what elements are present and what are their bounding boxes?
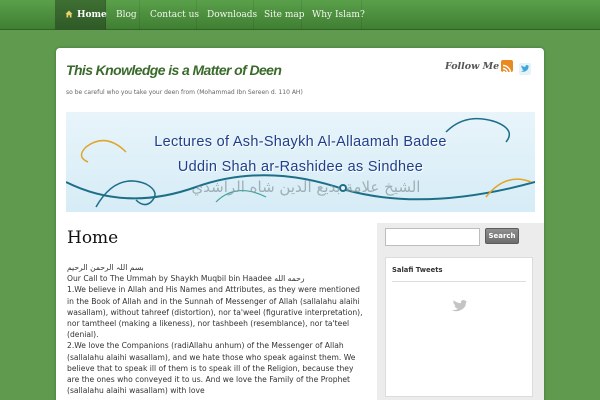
follow-me-label: Follow Me [445, 61, 500, 72]
site-title[interactable]: This Knowledge is a Matter of Deen [66, 62, 282, 78]
nav-item-contact[interactable]: Contact us [140, 0, 197, 30]
point-2-text: 2.We love the Companions (radiAllahu anhum) of the Messenger of Allah (sallalahu alaihi wasallam), and we hate those who speak against them. We believe that to speak ill of them is to speak ill of the Religion, because they are the ones who conveyed it to us. And we love the Family of the Prophet (sallalahu alaihi wasallam) with love [67, 341, 356, 396]
search-input[interactable] [385, 228, 480, 246]
header-banner [66, 112, 535, 212]
nav-item-sitemap[interactable]: Site map [254, 0, 302, 30]
page-panel [56, 48, 544, 400]
nav-item-why-islam[interactable]: Why Islam? [302, 0, 362, 30]
point-1-text: 1.We believe in Allah and His Names and Attributes, as they were mentioned in the Book of Allah and in the Sunnah of Messenger of Allah (sallalahu alaihi wasallam), without tahreef (distortion), nor ta'weel (figurative interpretation), nor tamtheel (making a likeness), nor tashbeeh (resemblance), nor ta'teel (denial). [67, 285, 363, 340]
rss-icon[interactable] [501, 60, 513, 72]
salafi-tweets-widget [385, 257, 533, 397]
twitter-bird-icon [451, 298, 469, 312]
site-tagline: so be careful who you take your deen from (Mohammad Ibn Sereen d. 110 AH) [66, 89, 303, 96]
twitter-icon[interactable] [519, 60, 531, 72]
top-navigation [0, 0, 600, 30]
bismillah-text: بسم اللہ الرحمن الرحیم [67, 263, 144, 272]
page-content [67, 262, 367, 396]
nav-item-home[interactable] [55, 0, 106, 30]
widget-title: Salafi Tweets [392, 266, 443, 274]
banner-arabic-title: الشيخ علامة بديع الدين شاه الراشدي [191, 178, 421, 196]
banner-title-line2: Uddin Shah ar-Rashidee as Sindhee [177, 159, 424, 175]
nav-item-downloads[interactable]: Downloads [197, 0, 254, 30]
page-title: Home [67, 228, 119, 248]
widget-divider [392, 281, 526, 282]
intro-text: Our Call to The Ummah by Shaykh Muqbil bin Haadee رحمه الله [67, 274, 305, 284]
search-button[interactable]: Search [485, 228, 519, 244]
sidebar [377, 223, 544, 400]
nav-item-blog[interactable]: Blog [106, 0, 140, 30]
banner-title-line1: Lectures of Ash-Shaykh Al-Allaamah Badee [154, 134, 447, 150]
home-icon [65, 10, 73, 18]
nav-item-label: Home [77, 10, 107, 20]
